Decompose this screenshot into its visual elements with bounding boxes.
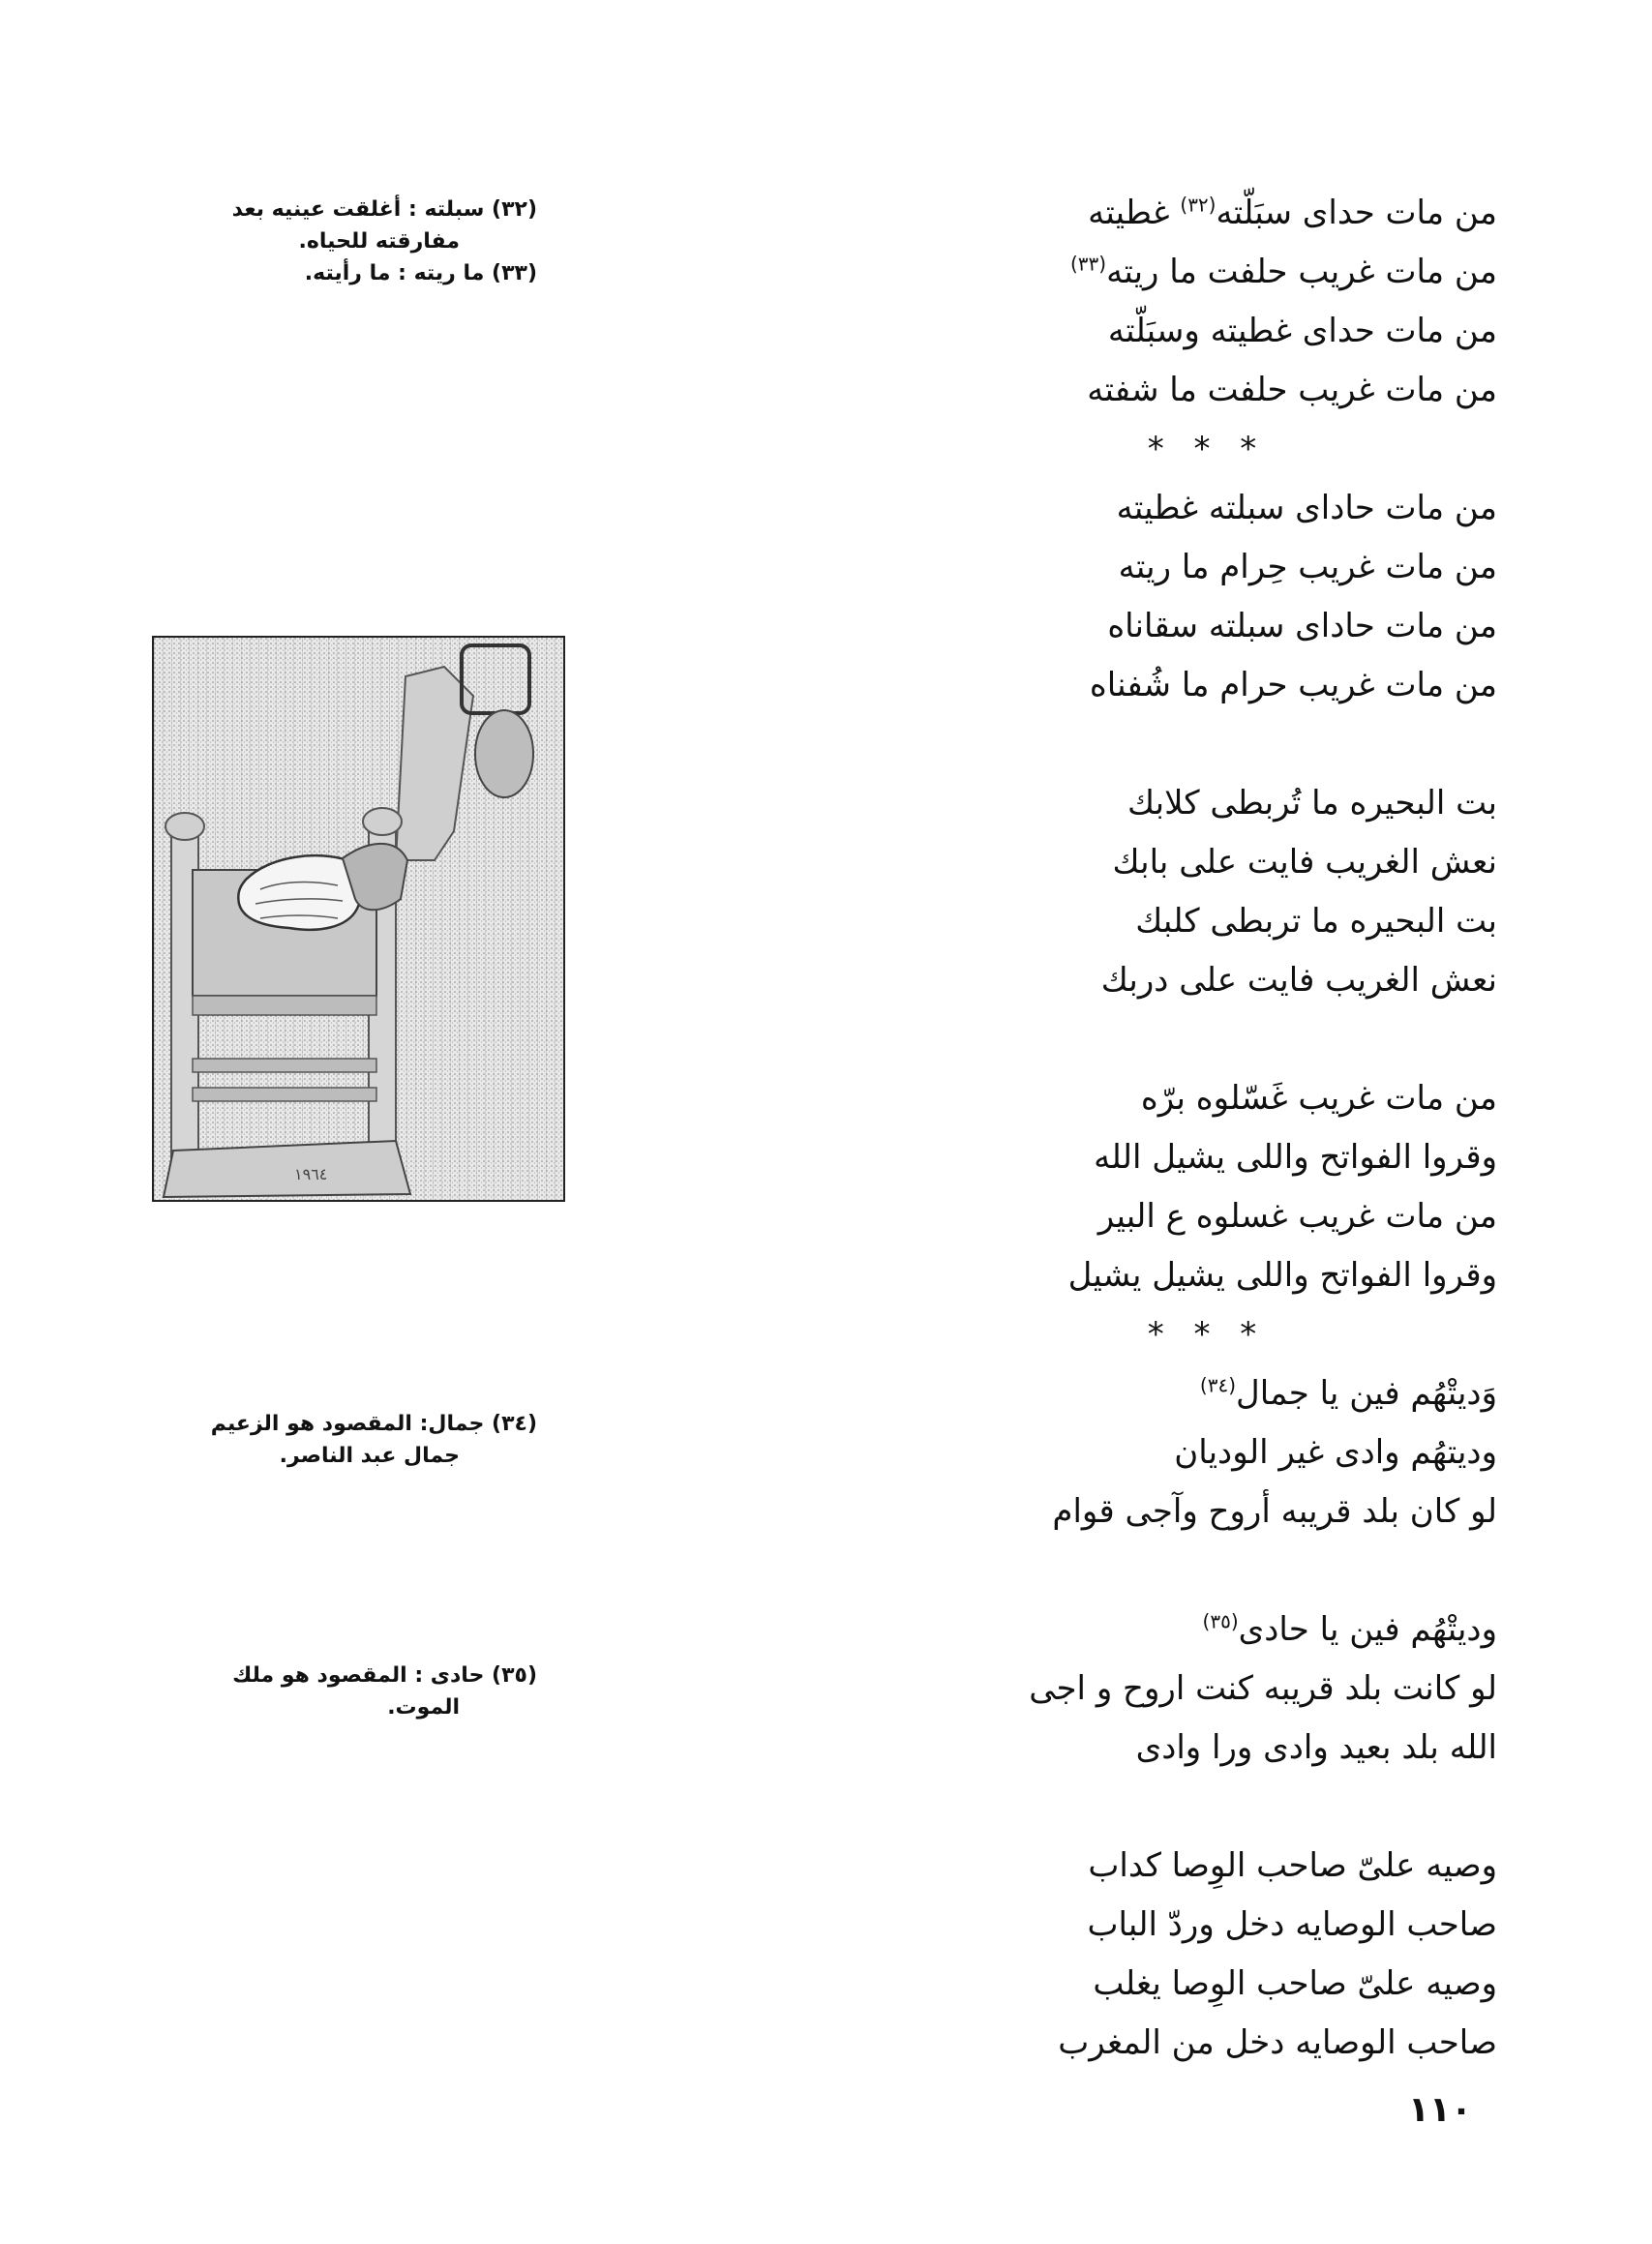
- footnote-text: مفارقته للحياه.: [298, 229, 460, 254]
- verse-line: من مات حداى سبَلّته$^{(٣٢)}$ غطيته: [1088, 193, 1497, 232]
- verse-line: بت البحيره ما تربطى كلبك: [1135, 902, 1497, 941]
- verse-line: من مات غريب حِرام ما ريته: [1118, 548, 1497, 586]
- footnote-35: [155, 1660, 537, 1723]
- verse-line: من مات غريب حلفت ما ريته$^{(٣٣)}$: [1069, 252, 1497, 291]
- verse-line: صاحب الوصايه دخل وردّ الباب: [1087, 1905, 1497, 1944]
- verse-line: من مات حداى غطيته وسبَلّته: [1107, 312, 1497, 350]
- figure-date-label: ١٩٦٤: [294, 1165, 328, 1183]
- verse-line: من مات غريب حلفت ما شفته: [1087, 371, 1497, 409]
- verse-line: وصيه علىّ صاحب الوِصا يغلب: [1093, 1964, 1497, 2003]
- section-separator: * * *: [1147, 430, 1267, 468]
- sketch-drawing: [154, 638, 563, 1200]
- verse-line: من مات حاداى سبلته غطيته: [1116, 489, 1497, 527]
- footnote-text: (٣٣) ما ريته : ما رأيته.: [304, 261, 537, 285]
- verse-line: وَديتْهُم فين يا جمال$^{(٣٤)}$: [1199, 1373, 1497, 1413]
- footnote-32: [155, 194, 537, 289]
- verse-line: من مات غريب غسلوه ع البير: [1097, 1197, 1497, 1236]
- page-number: ١١٠: [1408, 2090, 1472, 2130]
- verse-line: وقروا الفواتح واللى يشيل الله: [1094, 1138, 1497, 1177]
- footnote-text: (٣٥) حادى : المقصود هو ملك: [232, 1663, 537, 1688]
- section-separator: * * *: [1147, 1315, 1267, 1354]
- footnote-text: الموت.: [387, 1695, 460, 1720]
- verse-line: نعش الغريب فايت على بابك: [1112, 843, 1497, 882]
- footnote-ref: (٣٥): [1202, 1609, 1239, 1633]
- footnote-text: (٣٤) جمال: المقصود هو الزعيم: [210, 1412, 537, 1436]
- footnote-34: [155, 1408, 537, 1472]
- verse-line: صاحب الوصايه دخل من المغرب: [1058, 2023, 1497, 2062]
- verse-line: وصيه علىّ صاحب الوِصا كداب: [1088, 1846, 1497, 1885]
- footnote-ref: (٣٣): [1069, 252, 1107, 276]
- verse-line: وديتهُم وادى غير الوديان: [1174, 1433, 1497, 1472]
- verse-line: بت البحيره ما تُربطى كلابك: [1126, 784, 1497, 823]
- poem-body: [955, 184, 1497, 2073]
- verse-line: من مات غريب حرام ما شُفناه: [1089, 666, 1497, 704]
- footnote-ref: (٣٤): [1199, 1373, 1237, 1397]
- verse-line: وديتْهُم فين يا حادى$^{(٣٥)}$: [1202, 1609, 1497, 1649]
- verse-line: الله بلد بعيد وادى ورا وادى: [1135, 1728, 1497, 1767]
- verse-line: لو كان بلد قريبه أروح وآجى قوام: [1052, 1492, 1497, 1531]
- verse-line: وقروا الفواتح واللى يشيل يشيل: [1067, 1256, 1497, 1295]
- illustration-hand-on-chair: [152, 636, 565, 1202]
- footnote-text: جمال عبد الناصر.: [279, 1444, 460, 1468]
- footnote-ref: (٣٢): [1180, 193, 1216, 217]
- verse-line: من مات غريب غَسّلوه برّه: [1140, 1079, 1497, 1118]
- verse-line: نعش الغريب فايت على دربك: [1100, 961, 1497, 1000]
- verse-line: من مات حاداى سبلته سقاناه: [1107, 607, 1497, 645]
- footnote-text: (٣٢) سبلته : أغلقت عينيه بعد: [231, 197, 537, 222]
- verse-line: لو كانت بلد قريبه كنت اروح و اجى: [1029, 1669, 1497, 1708]
